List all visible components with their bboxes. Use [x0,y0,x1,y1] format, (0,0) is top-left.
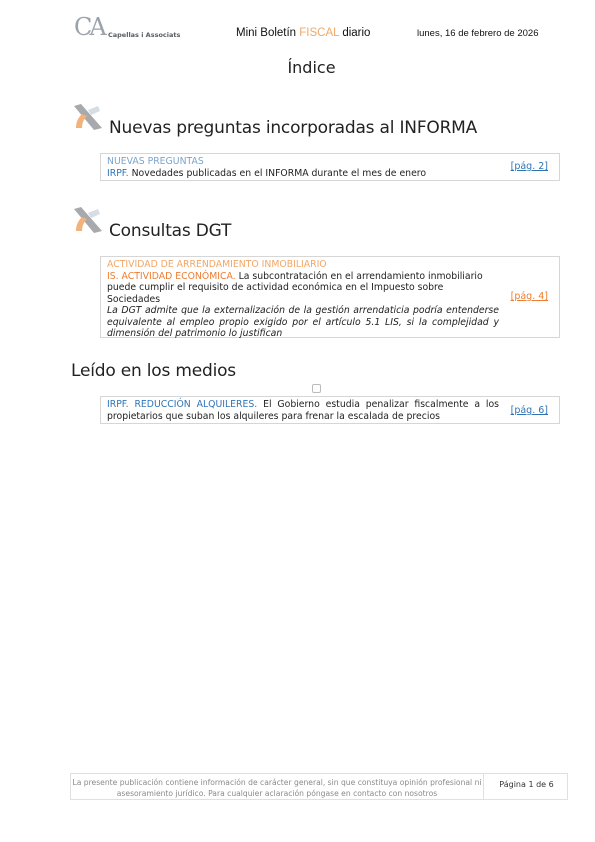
tax-agency-logo-icon [72,205,104,235]
page-number: Página 1 de 6 [499,780,554,789]
entry-keyword: IRPF. REDUCCIÓN ALQUILERES. [107,399,258,410]
entry-summary: La DGT admite que la externalización de la gestión arrendaticia podría entenderse equivalente al empleo propio exigido por el artículo 5.1 LIS, si la complejidad y dimensión del patrimonio lo justifican [107,305,499,339]
page-title: Índice [287,58,336,77]
entry-keyword: IRPF. [107,167,129,179]
bulletin-title-highlight: FISCAL [299,27,340,39]
section-heading-dgt: Consultas DGT [109,221,232,241]
bulletin-date: lunes, 16 de febrero de 2026 [417,28,539,39]
entry-text: La subcontratación en el arrendamiento inmobiliario puede cumplir el requisito de actividad económica en el Impuesto sobre Sociedades [107,270,483,305]
page-link-6[interactable]: [pág. 6] [510,405,548,416]
page-link-4[interactable]: [pág. 4] [510,291,548,302]
bulletin-title [236,27,370,39]
entry-text: Novedades publicadas en el INFORMA durante el mes de enero [131,167,427,179]
page-footer [70,773,568,800]
entry-keyword: IS. ACTIVIDAD ECONÓMICA. [107,270,236,282]
entry-category-label: ACTIVIDAD DE ARRENDAMIENTO INMOBILIARIO [107,259,327,270]
section-heading-informa: Nuevas preguntas incorporadas al INFORMA [109,118,478,138]
bulletin-title-suffix: diario [339,27,371,39]
company-logo-icon: CA [74,13,104,41]
company-name: Capellas i Associats [108,31,181,39]
entry-text: El Gobierno estudia penalizar fiscalmente a los propietarios que suban los alquileres para frenar la escalada de precios [107,399,499,422]
section-heading-media: Leído en los medios [71,361,236,381]
footer-disclaimer: La presente publicación contiene información de carácter general, sin que constituya opinión profesional ni asesoramiento jurídico. Para cualquier aclaración póngase en contacto con nosotros [72,778,482,798]
entry-category-label: NUEVAS PREGUNTAS [107,156,204,167]
company-logo [74,14,184,44]
anchor-marker-icon [312,384,321,393]
index-entry-dgt [100,256,560,338]
tax-agency-logo-icon [72,102,104,132]
page-link-2[interactable]: [pág. 2] [510,161,548,172]
bulletin-title-prefix: Mini Boletín [236,27,300,39]
index-entry-informa [100,153,560,181]
index-entry-media [100,396,560,424]
